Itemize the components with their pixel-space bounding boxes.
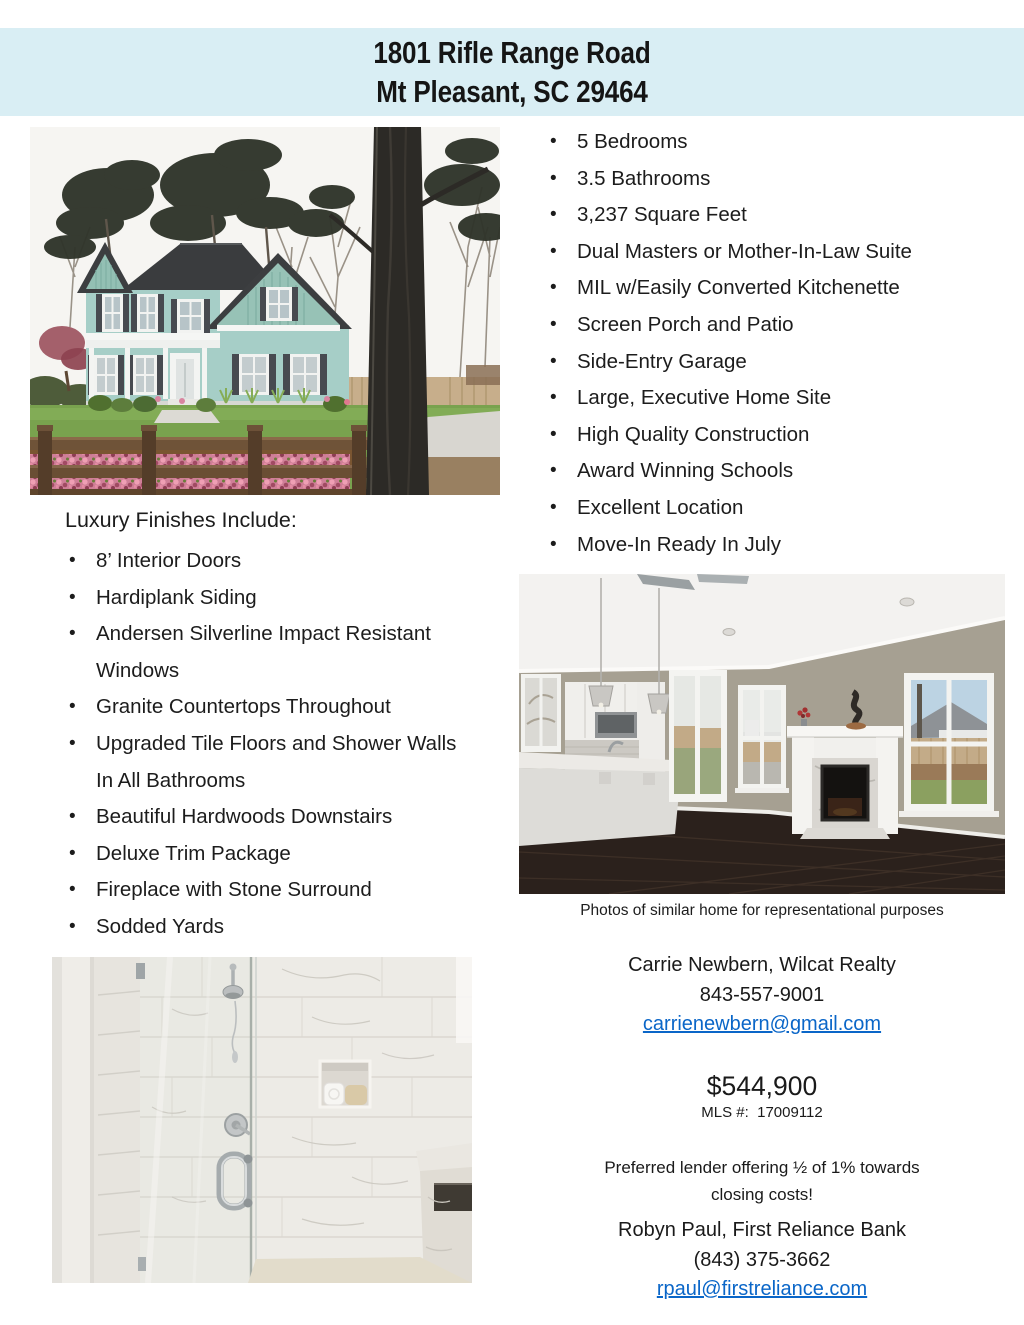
bullet-icon: • [550, 460, 557, 482]
distant-structure [466, 365, 500, 385]
list-item [549, 453, 1019, 490]
luxury-heading: Luxury Finishes Include: [65, 508, 297, 532]
list-item-label: Upgraded Tile Floors and Shower Walls In All Bathrooms [96, 731, 457, 792]
agent-email-link[interactable]: carrienewbern@gmail.com [642, 1013, 882, 1035]
white-towel-roll [324, 1083, 344, 1105]
beige-towel-roll [345, 1085, 367, 1105]
list-item [549, 307, 1019, 344]
list-item [68, 726, 468, 799]
page-title-line2: Mt Pleasant, SC 29464 [376, 74, 648, 109]
agent-contact-block [519, 951, 1005, 1040]
list-item [68, 580, 468, 617]
list-item [68, 872, 468, 909]
lender-offer-line2: closing costs! [710, 1185, 814, 1204]
agent-phone: 843-557-9001 [699, 983, 825, 1006]
lender-email-link[interactable]: rpaul@firstreliance.com [656, 1278, 868, 1300]
recessed-light [723, 629, 735, 636]
list-item-label: Andersen Silverline Impact Resistant Windows [96, 622, 431, 682]
bullet-icon: • [69, 550, 76, 571]
list-item [549, 161, 1019, 198]
list-item-label: Move-In Ready In July [577, 532, 781, 556]
header-band [0, 28, 1024, 116]
list-item-label: 8’ Interior Doors [96, 549, 242, 572]
list-price: $544,900 [706, 1071, 818, 1101]
list-item [68, 836, 468, 873]
interior-living-room-photo [519, 574, 1005, 894]
bullet-icon: • [550, 533, 557, 555]
exterior-home-illustration [30, 127, 500, 495]
glass-hinge-bottom [138, 1257, 146, 1271]
bullet-icon: • [550, 277, 557, 299]
list-item-label: 5 Bedrooms [577, 130, 688, 153]
tile-shower-illustration [52, 957, 472, 1283]
list-item-label: Deluxe Trim Package [96, 841, 291, 865]
lender-offer-line1: Preferred lender offering ½ of 1% towards [604, 1158, 920, 1177]
mls-number: MLS #: 17009112 [701, 1104, 823, 1121]
right-window [899, 673, 999, 817]
list-item [68, 689, 468, 726]
interior-living-room-illustration [519, 574, 1005, 894]
list-item-label: Dual Masters or Mother-In-Law Suite [577, 239, 912, 263]
lender-block [519, 1154, 1005, 1305]
shower-niche [320, 1061, 370, 1107]
list-item [68, 543, 468, 580]
page-title [82, 33, 942, 111]
bullet-icon: • [69, 623, 76, 645]
wall-shadow [52, 957, 62, 1283]
list-item [549, 527, 1019, 564]
bullet-icon: • [550, 204, 557, 226]
bullet-icon: • [69, 732, 76, 754]
list-item [549, 344, 1019, 381]
glass-door [136, 957, 256, 1283]
bullet-icon: • [550, 240, 557, 262]
list-item [68, 799, 468, 836]
bullet-icon: • [69, 806, 76, 828]
list-item-label: High Quality Construction [577, 422, 810, 446]
list-item-label: Sodded Yards [96, 914, 225, 938]
sliding-glass-door [669, 670, 727, 802]
features-list [549, 124, 1019, 563]
light-glare [456, 957, 472, 1043]
photo-caption: Photos of similar home for representational purposes [580, 902, 944, 919]
list-item-label: Fireplace with Stone Surround [96, 878, 372, 902]
bullet-icon: • [69, 696, 76, 718]
bullet-icon: • [550, 350, 557, 372]
list-item-label: 3,237 Square Feet [577, 203, 747, 227]
bullet-icon: • [550, 313, 557, 335]
luxury-list [68, 543, 468, 946]
list-item-label: MIL w/Easily Converted Kitchenette [577, 276, 900, 300]
list-item-label: Award Winning Schools [577, 459, 794, 483]
list-item [549, 197, 1019, 234]
list-item-label: Granite Countertops Throughout [96, 695, 391, 719]
list-item [549, 234, 1019, 271]
glass-hinge [136, 963, 145, 979]
list-item [68, 909, 468, 946]
mantel-sculpture [853, 692, 859, 726]
list-item-label: Large, Executive Home Site [577, 386, 832, 410]
list-item-label: Screen Porch and Patio [577, 312, 794, 336]
lender-name: Robyn Paul, First Reliance Bank [618, 1219, 906, 1241]
bullet-icon: • [69, 842, 76, 864]
agent-name: Carrie Newbern, Wilcat Realty [628, 954, 896, 976]
list-item [549, 124, 1019, 161]
list-item-label: Hardiplank Siding [96, 585, 257, 609]
hearth [800, 828, 890, 839]
list-item [68, 616, 468, 689]
bullet-icon: • [550, 423, 557, 445]
bullet-icon: • [69, 915, 76, 937]
bullet-icon: • [550, 387, 557, 409]
page-title-line1: 1801 Rifle Range Road [373, 35, 651, 70]
list-item-label: Excellent Location [577, 495, 744, 519]
list-item-label: 3.5 Bathrooms [577, 166, 711, 190]
price-block [519, 1069, 1005, 1123]
bullet-icon: • [550, 167, 557, 189]
recessed-light [900, 598, 914, 606]
list-item-label: Beautiful Hardwoods Downstairs [96, 805, 393, 829]
lender-phone: (843) 375-3662 [693, 1248, 831, 1271]
tile-shower-photo [52, 957, 472, 1283]
list-item-label: Side-Entry Garage [577, 349, 747, 373]
list-item [549, 270, 1019, 307]
bullet-icon: • [550, 496, 557, 518]
living-room-window [735, 685, 789, 793]
front-walk [154, 410, 220, 423]
list-item [549, 417, 1019, 454]
bullet-icon: • [69, 879, 76, 901]
bullet-icon: • [550, 131, 557, 152]
list-item [549, 490, 1019, 527]
list-item [549, 380, 1019, 417]
bullet-icon: • [69, 586, 76, 608]
exterior-home-photo [30, 127, 500, 495]
